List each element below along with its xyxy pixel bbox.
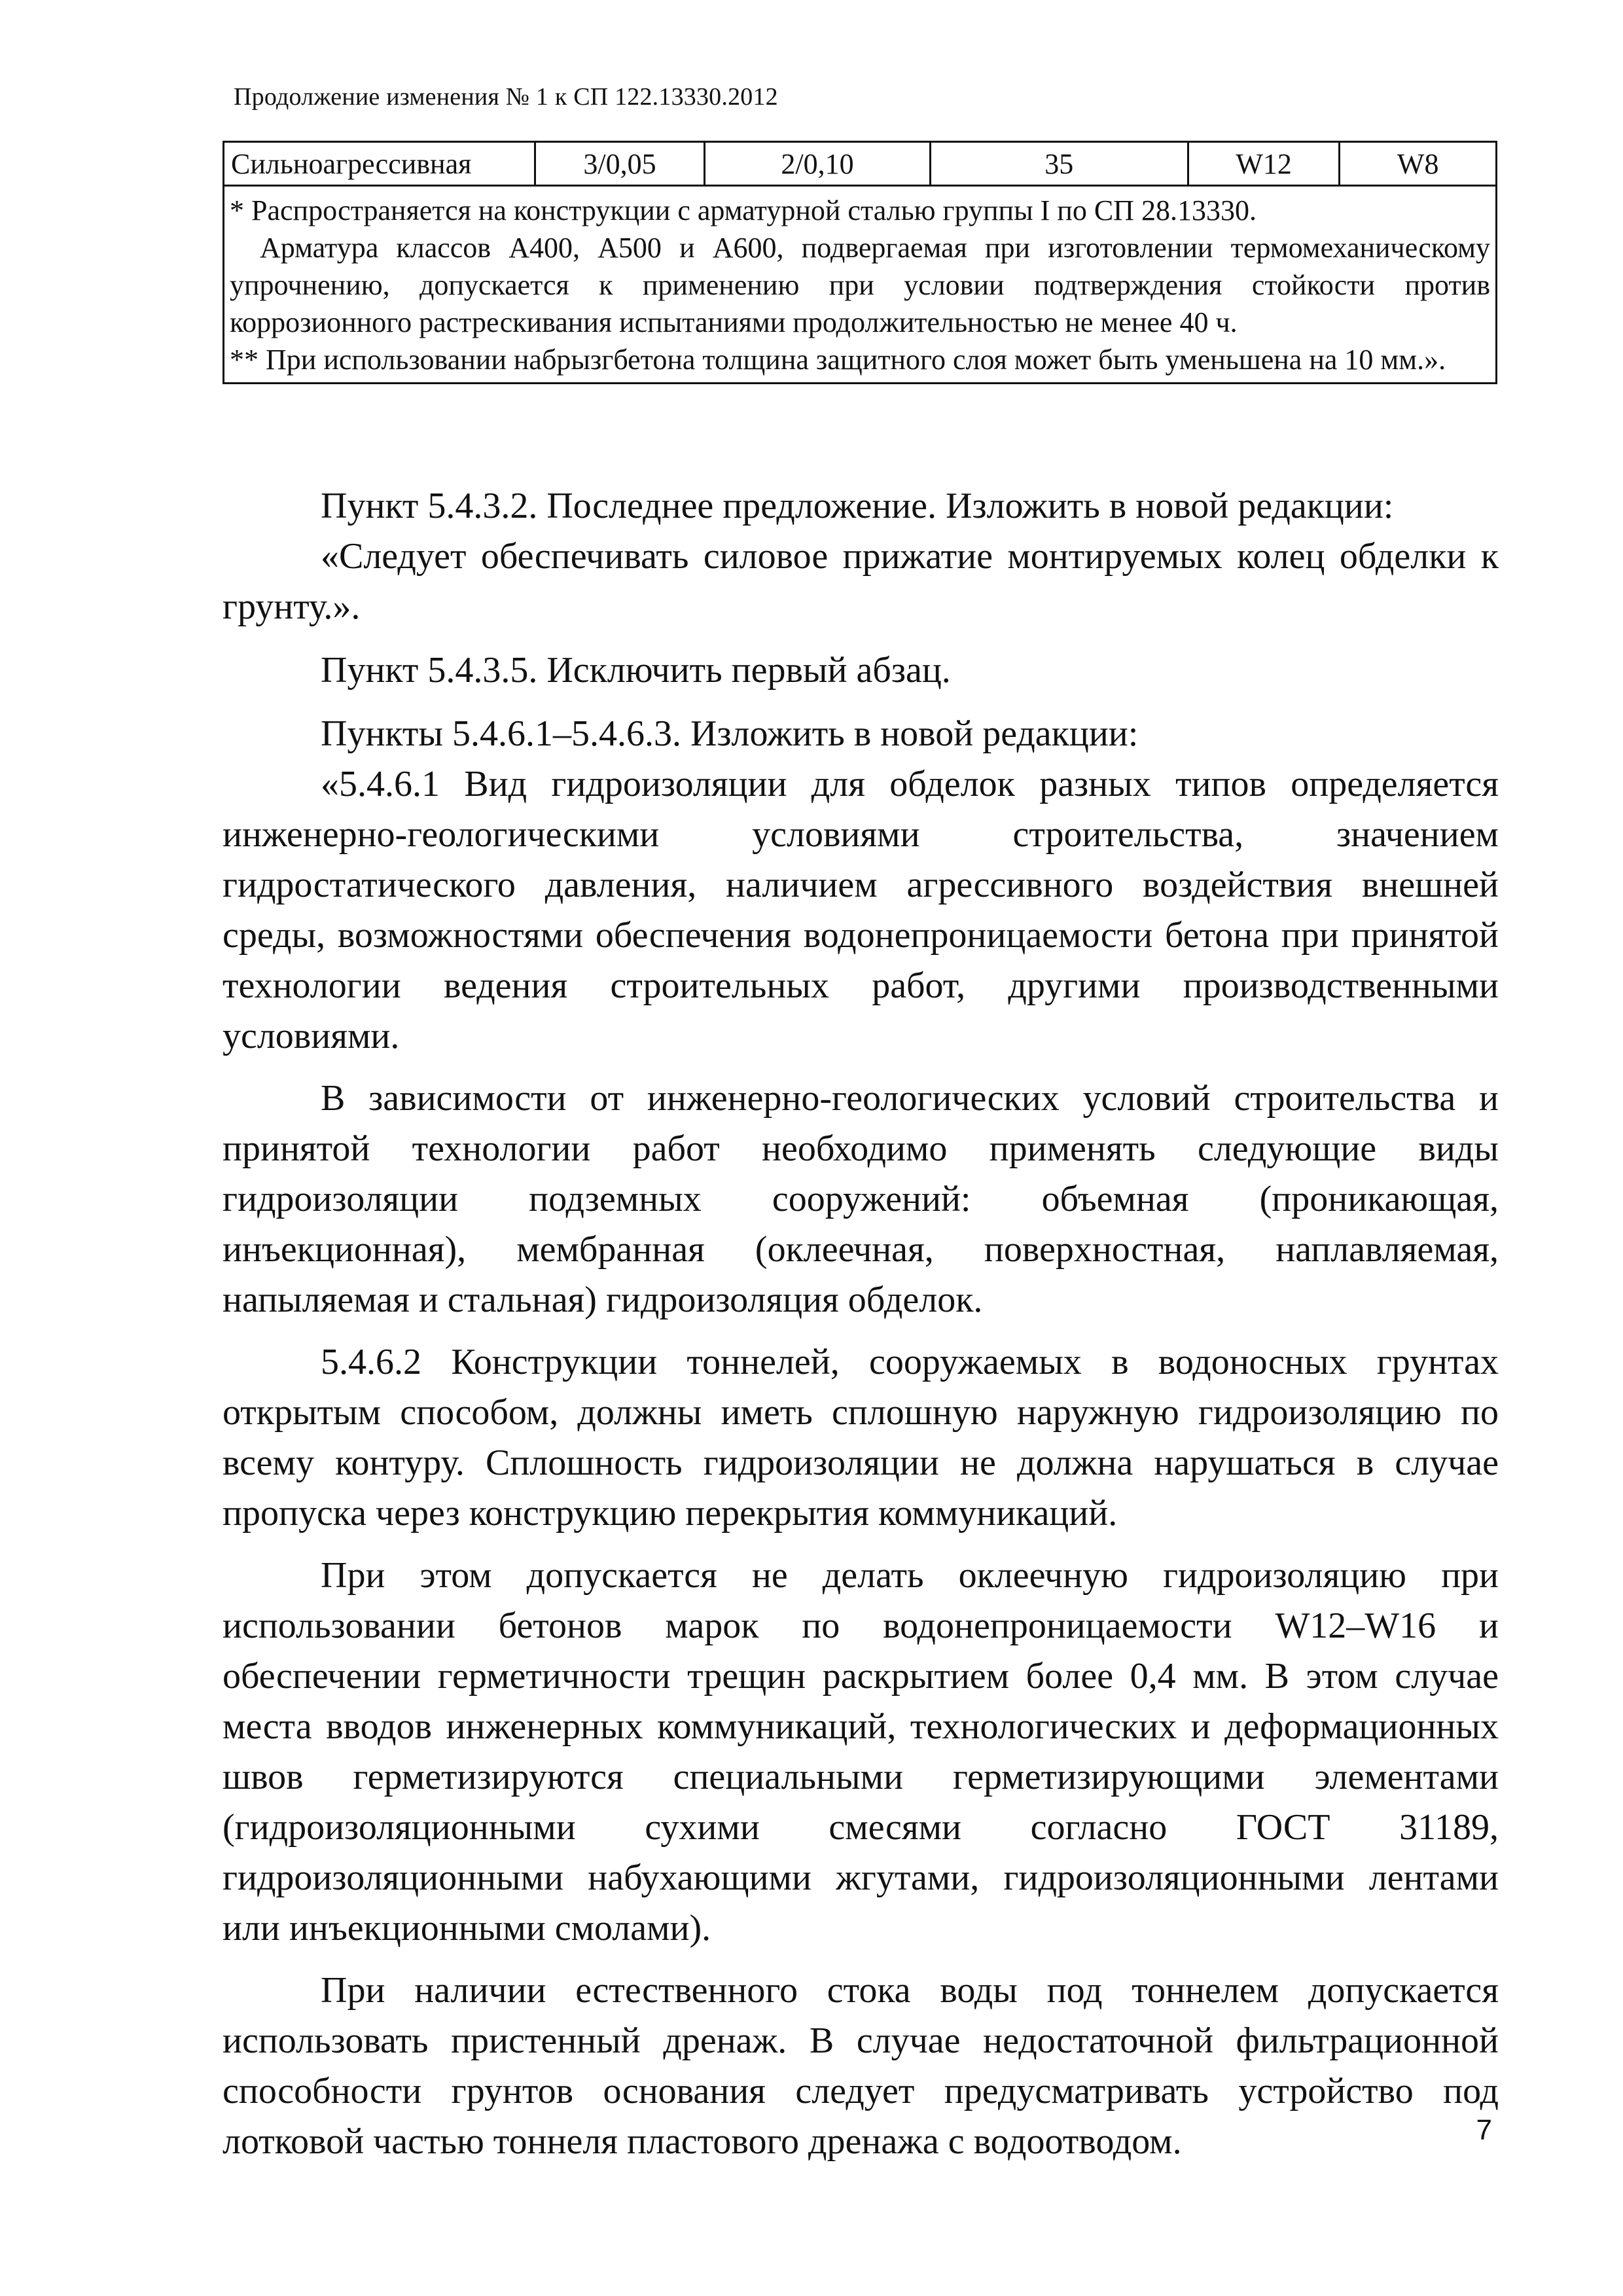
table-note-1-continuation: Арматура классов А400, А500 и А600, подвергаемая при изготовлении термомеханическому упрочнению, допускается к применению при условии подтверждения стойкости против коррозионного растрескивания испытаниями продолжительностью не менее 40 ч. — [230, 232, 1490, 338]
paragraph: «5.4.6.1 Вид гидроизоляции для обделок разных типов определяется инженерно-геологическими условиями строительства, значением гидростатического давления, наличием агрессивного воздействия внешней среды, возможностями обеспечения водонепроницаемости бетона при принятой технологии ведения строительных работ, другими производственными условиями. — [223, 764, 1499, 1056]
corrosion-table — [223, 141, 1497, 384]
table-cell-environment: Сильноагрессивная — [224, 142, 535, 186]
paragraph: При этом допускается не делать оклеечную гидроизоляцию при использовании бетонов марок по водонепроницаемости W12–W16 и обеспечении герметичности трещин раскрытием более 0,4 мм. В этом случае места вводов инженерных коммуникаций, технологических и деформационных швов герметизируются специальными герметизирующими элементами (гидроизоляционными сухими смесями согласно ГОСТ 31189, гидроизоляционными набухающими жгутами, гидроизоляционными лентами или инъекционными смолами). — [223, 1555, 1499, 1948]
table-note-1: * Распространяется на конструкции с арматурной сталью группы I по СП 28.13330. — [230, 194, 1257, 226]
paragraph: «Следует обеспечивать силовое прижатие монтируемых колец обделки к грунту.». — [223, 536, 1499, 627]
table-cell: W8 — [1340, 142, 1497, 186]
table-note-2: ** При использовании набрызгбетона толщина защитного слоя может быть уменьшена на 10 мм.». — [230, 344, 1446, 376]
page-number: 7 — [1476, 2114, 1492, 2146]
table-cell: 3/0,05 — [535, 142, 705, 186]
table-cell: 2/0,10 — [705, 142, 930, 186]
paragraph: При наличии естественного стока воды под тоннелем допускается использовать пристенный дренаж. В случае недостаточной фильтрационной способности грунтов основания следует предусматривать устройство под лотковой частью тоннеля пластового дренажа с водоотводом. — [223, 1970, 1499, 2162]
paragraph: Пункт 5.4.3.5. Исключить первый абзац. — [321, 650, 951, 691]
running-header: Продолжение изменения № 1 к СП 122.13330.2012 — [234, 83, 778, 111]
paragraph: Пункт 5.4.3.2. Последнее предложение. Изложить в новой редакции: — [321, 486, 1394, 526]
paragraph: Пункты 5.4.6.1–5.4.6.3. Изложить в новой редакции: — [321, 713, 1139, 754]
table-notes — [224, 186, 1497, 384]
table-cell: 35 — [930, 142, 1188, 186]
paragraph: 5.4.6.2 Конструкции тоннелей, сооружаемых в водоносных грунтах открытым способом, должны иметь сплошную наружную гидроизоляцию по всему контуру. Сплошность гидроизоляции не должна нарушаться в случае пропуска через конструкцию перекрытия коммуникаций. — [223, 1342, 1499, 1534]
table-cell: W12 — [1188, 142, 1340, 186]
table-notes-row — [224, 186, 1497, 384]
paragraph: В зависимости от инженерно-геологических условий строительства и принятой технологии работ необходимо применять следующие виды гидроизоляции подземных сооружений: объемная (проникающая, инъекционная), мембранная (оклеечная, поверхностная, наплавляемая, напыляемая и стальная) гидроизоляция обделок. — [223, 1078, 1499, 1320]
document-body — [223, 481, 1499, 2167]
table-row — [224, 142, 1497, 186]
